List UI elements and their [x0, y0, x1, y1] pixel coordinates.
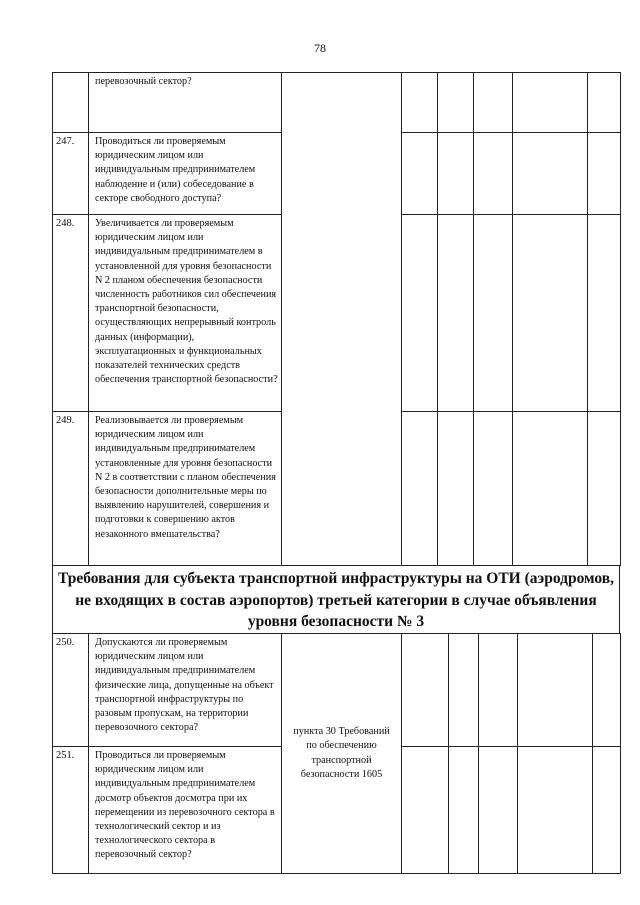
row-question: Реализовывается ли проверяемым юридическим лицом или индивидуальным предпринимателем установленные для уровня безопасности N 2 в соответствии с планом обеспечения безопасности дополнительные меры по выявлению нарушителей, совершения и подготовки к совершению актов незаконного вмешательства? [89, 412, 282, 566]
row-basis: пункта 30 Требований по обеспечению транспортной безопасности 1605 [282, 634, 402, 874]
row-question: Увеличивается ли проверяемым юридическим лицом или индивидуальным предпринимателем в установленной для уровня безопасности N 2 планом обеспечения безопасности численность работников сил обеспечения транспортной безопасности, осуществляющих непрерывный контроль данных (информации), эксплуатационных и функциональных показателей технических средств обеспечения транспортной безопасности? [89, 215, 282, 412]
row-number: 249. [53, 412, 89, 566]
row-question: Допускаются ли проверяемым юридическим лицом или индивидуальным предпринимателем физические лица, допущенные на объект транспортной инфраструктуры по разовым пропускам, на территории перевозочного сектора? [89, 634, 282, 747]
table-row [53, 73, 621, 133]
row-question: Проводиться ли проверяемым юридическим лицом или индивидуальным предпринимателем досмотр объектов досмотра при их перемещении из перевозочного сектора в технологический сектор и из технологического сектора в перевозочный сектор? [89, 747, 282, 874]
section-heading: Требования для субъекта транспортной инфраструктуры на ОТИ (аэродромов, не входящих в состав аэропортов) третьей категории в случае объявления уровня безопасности № 3 [52, 565, 620, 633]
requirements-table-upper [52, 72, 621, 566]
row-number [53, 73, 89, 133]
page-number: 78 [314, 41, 326, 55]
row-number: 247. [53, 133, 89, 215]
row-number: 250. [53, 634, 89, 747]
row-basis [282, 73, 402, 566]
row-question: Проводиться ли проверяемым юридическим лицом или индивидуальным предпринимателем наблюдение и (или) собеседование в секторе свободного доступа? [89, 133, 282, 215]
table-row [53, 634, 621, 747]
row-number: 248. [53, 215, 89, 412]
requirements-table-lower [52, 633, 621, 874]
row-question: перевозочный сектор? [89, 73, 282, 133]
row-number: 251. [53, 747, 89, 874]
